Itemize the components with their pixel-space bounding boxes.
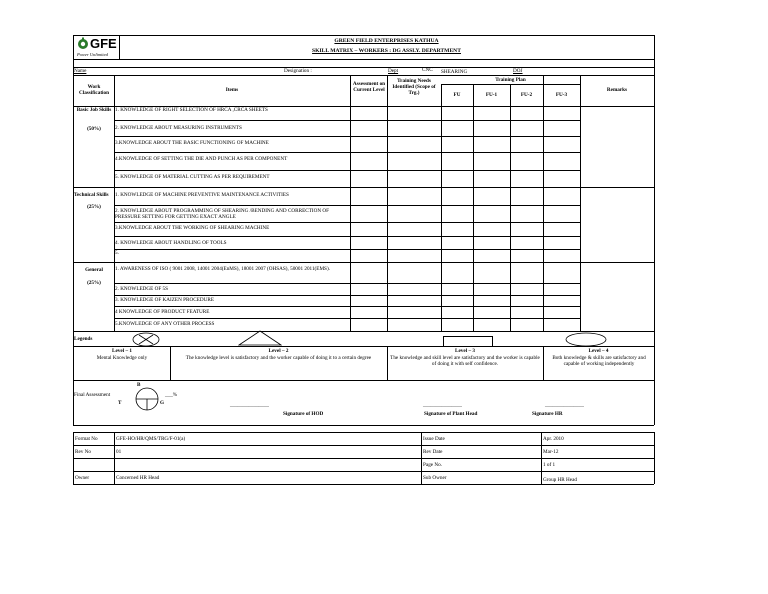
rule	[114, 432, 115, 484]
page-no-value: 1 of 1	[543, 462, 556, 468]
level-2-desc: The knowledge level is satisfactory and the worker capable of doing it to a certain degree	[185, 355, 372, 361]
rule	[114, 306, 580, 307]
sub-owner-value: Group HR Head	[543, 477, 577, 483]
skill-item: 5.KNOWLEDGE OF ANY OTHER PROCESS	[115, 321, 215, 327]
skill-item: 4 KNOWLEDGE OF PRODUCT FEATURE	[115, 309, 210, 315]
rule	[114, 249, 580, 250]
btg-circle-icon	[128, 387, 166, 411]
rule	[73, 432, 74, 484]
rule	[73, 458, 654, 459]
dept-value-cnc: CNC	[422, 67, 433, 73]
page-no-label: Page No.	[423, 462, 443, 468]
level-3-title: Level – 3	[455, 348, 475, 354]
col-training-needs: Training Needs Identified (Scope of Trg.)	[392, 78, 436, 96]
col-training-plan: Training Plan	[495, 77, 526, 83]
skill-item: 5. KNOWLEDGE OF MATERIAL CUTTING AS PER REQUIREMENT	[115, 174, 270, 180]
rule	[421, 432, 422, 484]
rule	[114, 136, 580, 137]
rule	[114, 236, 580, 237]
document-control-table	[73, 432, 654, 484]
logo-tagline: Power Unlimited	[77, 52, 108, 57]
rule	[441, 84, 442, 331]
final-t: T	[118, 400, 122, 406]
company-name: GREEN FIELD ENTERPRISES KATHUA	[334, 38, 439, 44]
skill-item: 1. KNOWLEDGE OF RIGHT SELECTION OF HRCA ,CRCA SHEETS	[115, 107, 268, 113]
rule	[580, 75, 581, 331]
rule	[473, 84, 474, 331]
rule	[441, 84, 580, 85]
rev-date-value: Mar-12	[543, 449, 559, 455]
skill-item: 4.KNOWLEDGE OF SETTING THE DIE AND PUNCH AS PER COMPONENT	[115, 156, 288, 162]
level-3-rectangle-icon	[443, 336, 493, 347]
section-basic-label: Basic Job Skills	[76, 107, 112, 113]
legends-label: Legends	[74, 336, 93, 342]
signature-line: _______________	[545, 402, 584, 408]
level-2-title: Level – 2	[268, 348, 289, 354]
issue-date-value: Apr. 2010	[543, 436, 564, 442]
rule	[73, 484, 654, 485]
final-g: G	[160, 400, 165, 406]
level-4-oval-icon	[565, 332, 607, 347]
col-assessment: Assessment on Current Level	[352, 81, 386, 93]
rule	[387, 75, 388, 331]
section-technical-pct: (25%)	[87, 204, 101, 210]
section-general-pct: (25%)	[87, 280, 101, 286]
rule	[541, 432, 542, 484]
signature-hod: Signature of HOD	[283, 411, 324, 417]
rev-no-label: Rev No	[75, 449, 91, 455]
rule	[543, 75, 544, 331]
signature-hr: Signature HR	[532, 411, 563, 417]
rule	[73, 75, 654, 76]
rule	[73, 471, 654, 472]
section-general-label: General	[85, 267, 103, 273]
issue-date-label: Issue Date	[423, 436, 445, 442]
rule	[114, 205, 580, 206]
section-technical-label: Technical Skills	[74, 192, 109, 198]
skill-item: 5.	[115, 250, 119, 256]
rev-date-label: Rev Date	[423, 449, 443, 455]
final-percentage: ___%	[165, 392, 178, 398]
rule	[654, 432, 655, 484]
col-fu: FU	[453, 92, 461, 98]
skill-item: 2. KNOWLEDGE ABOUT PROGRAMMING OF SHEARING /BENDING AND CORRECTION OF PRESSURE SETTING FOR GETTING EXACT ANGLE	[115, 208, 330, 220]
doj-label: DOJ	[513, 68, 523, 74]
final-b: B	[137, 382, 141, 388]
level-1-title: Level – 1	[112, 348, 132, 354]
rule	[350, 75, 351, 331]
skill-item: 2. KNOWLEDGE ABOUT MEASURING INSTRUMENTS	[115, 125, 242, 131]
rule	[114, 152, 580, 153]
rule	[73, 425, 654, 426]
dept-label: Dept	[388, 68, 399, 74]
skill-item: 3.KNOWLEDGE ABOUT THE WORKING OF SHEARING MACHINE	[115, 225, 270, 231]
format-no-label: Format No	[75, 436, 98, 442]
rule	[73, 35, 654, 36]
col-fu1: FU-1	[485, 92, 498, 98]
owner-value: Concerned HR Head	[116, 475, 160, 481]
rule	[114, 318, 580, 319]
rule	[114, 295, 580, 296]
skill-item: 2. KNOWLEDGE OF 5S	[115, 286, 169, 292]
signature-plant-head: Signature of Plant Head	[424, 411, 478, 417]
col-work-classification: Work Classification	[79, 84, 109, 96]
skill-item: 4. KNOWLEDGE ABOUT HANDLING OF TOOLS	[115, 240, 227, 246]
rule	[114, 283, 580, 284]
rule	[114, 120, 580, 121]
rule	[73, 445, 654, 446]
rev-no-value: 01	[116, 449, 122, 455]
logo-mark: GFE	[90, 36, 117, 51]
name-label: Name	[74, 68, 87, 74]
rule	[73, 380, 654, 381]
skill-item: 3.KNOWLEDGE ABOUT THE BASIC FUNCTIONING OF MACHINE	[115, 140, 269, 146]
level-3-desc: The knowledge and skill level are satisfactory and the worker is capable of doing it with self confidence.	[390, 355, 540, 367]
skill-item: 1. KNOWLEDGE OF MACHINE PREVENTIVE MAINTENANCE ACTIVITIES	[115, 192, 289, 198]
page-title: SKILL MATRIX – WORKERS : DG ASSLY. DEPARTMENT	[312, 48, 461, 54]
signature-line: _______________	[423, 402, 462, 408]
owner-label: Owner	[75, 475, 90, 481]
level-4-title: Level – 4	[588, 348, 609, 354]
rule	[73, 262, 654, 263]
rule	[654, 35, 655, 425]
rule	[114, 170, 580, 171]
skill-item: 3. KNOWLEDGE OF KAIZEN PROCEDURE	[115, 297, 214, 303]
rule	[73, 59, 654, 60]
final-assessment-label: Final Assessment	[74, 392, 111, 398]
section-basic-pct: (50%)	[87, 126, 101, 132]
rule	[510, 84, 511, 331]
rule	[73, 187, 654, 188]
skill-item: 1. AWARENESS OF ISO ( 9001 2008, 14001 2004(EnMS), 18001 2007 (OHSAS), 50001 2011(EMS).	[115, 266, 330, 272]
rule	[114, 222, 580, 223]
dept-value-shearing: SHEARING	[441, 69, 468, 75]
rule	[73, 432, 654, 433]
level-2-triangle-icon	[238, 330, 282, 346]
col-fu3: FU-3	[555, 92, 568, 98]
sub-owner-label: Sub Owner	[423, 475, 447, 481]
level-4-desc: Both knowledge & skills are satisfactory and capable of working independently	[552, 355, 646, 367]
designation-label: Designation :	[284, 68, 312, 74]
col-items: Items	[225, 87, 239, 93]
signature-line: _______________	[230, 402, 269, 408]
level-1-desc: Mental Knowledge only	[96, 355, 148, 361]
rule	[114, 75, 115, 331]
rule	[73, 67, 654, 68]
format-no-value: GFE-HO/HR/QMS/TRG/F-01(a)	[116, 436, 186, 442]
col-remarks: Remarks	[606, 87, 628, 93]
col-fu2: FU-2	[520, 92, 533, 98]
level-1-circle-cross-icon	[131, 332, 161, 347]
